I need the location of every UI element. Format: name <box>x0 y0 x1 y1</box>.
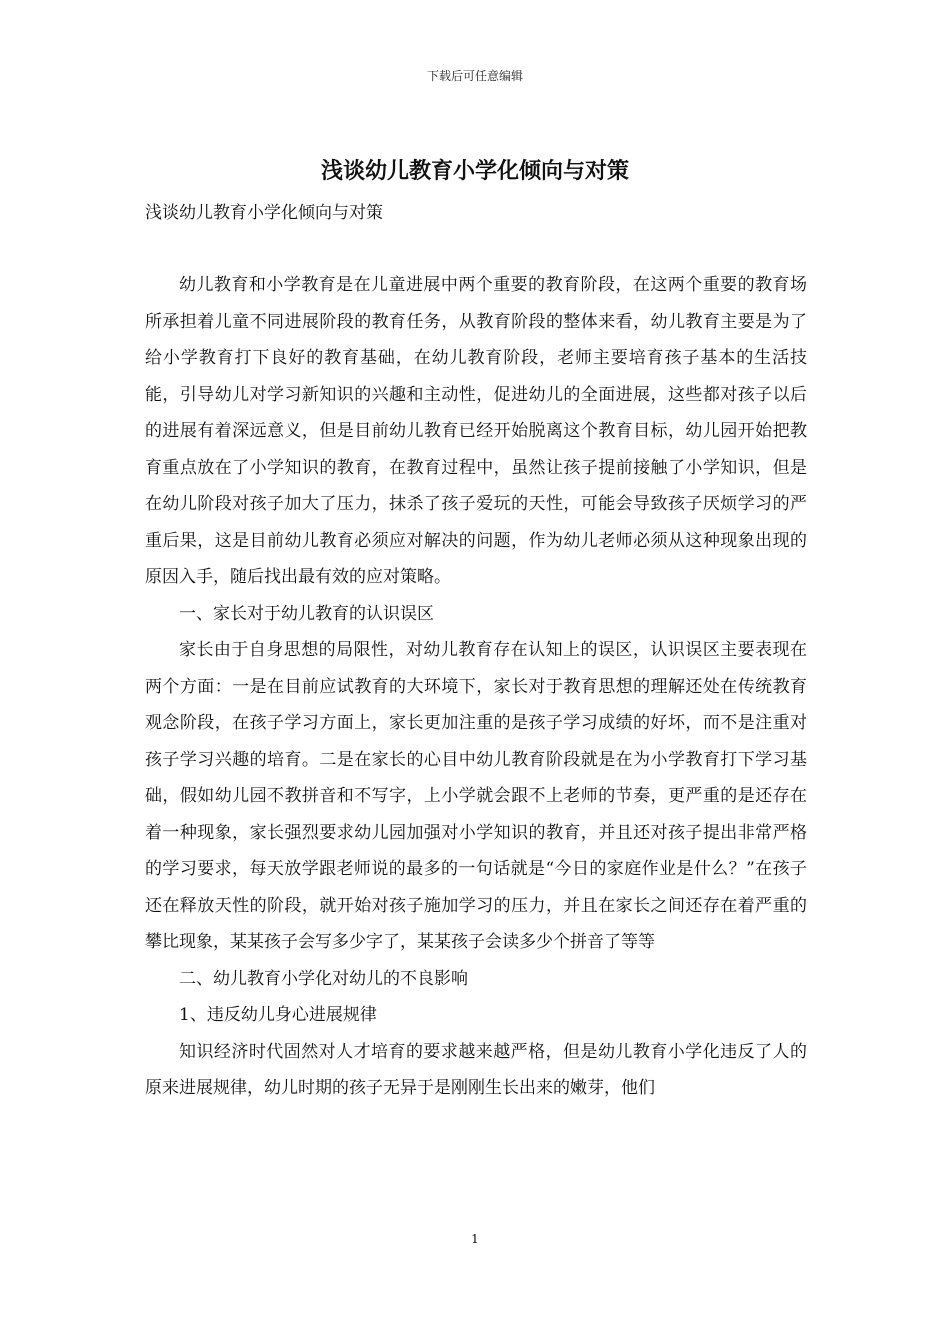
document-body <box>145 267 807 1107</box>
section-heading-1: 一、家长对于幼儿教育的认识误区 <box>179 603 434 624</box>
paragraph-development: 知识经济时代固然对人才培育的要求越来越严格，但是幼儿教育小学化违反了人的原来进展规律，幼儿时期的孩子无异于是刚刚生长出来的嫩芽，他们 <box>145 1041 807 1098</box>
paragraph-intro: 幼儿教育和小学教育是在儿童进展中两个重要的教育阶段，在这两个重要的教育场所承担着儿童不同进展阶段的教育任务，从教育阶段的整体来看，幼儿教育主要是为了给小学教育打下良好的教育基础，在幼儿教育阶段，老师主要培育孩子基本的生活技能，引导幼儿对学习新知识的兴趣和主动性，促进幼儿的全面进展，这些都对孩子以后的进展有着深远意义，但是目前幼儿教育已经开始脱离这个教育目标，幼儿园开始把教育重点放在了小学知识的教育，在教育过程中，虽然让孩子提前接触了小学知识，但是在幼儿阶段对孩子加大了压力，抹杀了孩子爱玩的天性，可能会导致孩子厌烦学习的严重后果，这是目前幼儿教育必须应对解决的问题，作为幼儿老师必须从这种现象出现的原因入手，随后找出最有效的应对策略。 <box>145 275 807 587</box>
subsection-heading-1: 1、违反幼儿身心进展规律 <box>179 1005 377 1025</box>
section-heading-2: 二、幼儿教育小学化对幼儿的不良影响 <box>179 968 468 989</box>
header-note: 下载后可任意编辑 <box>426 69 523 83</box>
page-number: 1 <box>471 1232 479 1246</box>
paragraph-parents: 家长由于自身思想的局限性，对幼儿教育存在认知上的误区，认识误区主要表现在两个方面：一是在目前应试教育的大环境下，家长对于教育思想的理解还处在传统教育观念阶段，在孩子学习方面上，家长更加注重的是孩子学习成绩的好坏，而不是注重对孩子学习兴趣的培育。二是在家长的心目中幼儿教育阶段就是在为小学教育打下学习基础，假如幼儿园不教拼音和不写字，上小学就会跟不上老师的节奏，更严重的是还存在着一种现象，家长强烈要求幼儿园加强对小学知识的教育，并且还对孩子提出非常严格的学习要求，每天放学跟老师说的最多的一句话就是“今日的家庭作业是什么？”在孩子还在释放天性的阶段，就开始对孩子施加学习的压力，并且在家长之间还存在着严重的攀比现象，某某孩子会写多少字了，某某孩子会读多少个拼音了等等 <box>145 640 807 952</box>
document-subtitle: 浅谈幼儿教育小学化倾向与对策 <box>145 203 383 223</box>
document-title: 浅谈幼儿教育小学化倾向与对策 <box>320 158 629 184</box>
